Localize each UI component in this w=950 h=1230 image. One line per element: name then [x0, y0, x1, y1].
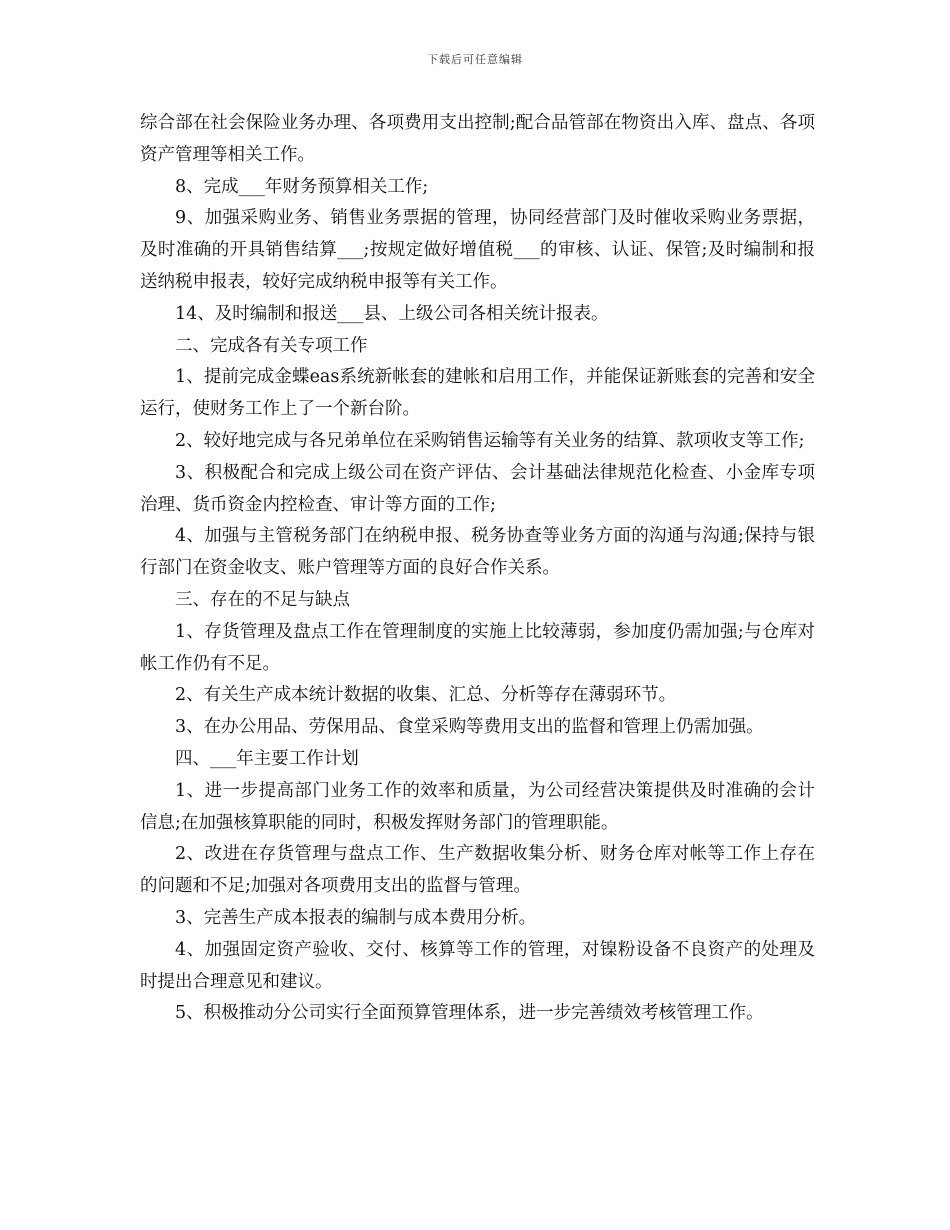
paragraph: 3、在办公用品、劳保用品、食堂采购等费用支出的监督和管理上仍需加强。 — [175, 717, 764, 738]
paragraph: 4、加强固定资产验收、交付、核算等工作的管理，对镍粉设备不良资产的处理及时提出合理意见和建议。 — [140, 939, 815, 992]
paragraph: 综合部在社会保险业务办理、各项费用支出控制;配合品管部在物资出入库、盘点、各项资产管理等相关工作。 — [140, 113, 815, 165]
paragraph: 4、加强与主管税务部门在纳税申报、税务协查等业务方面的沟通与沟通;保持与银行部门在资金收支、账户管理等方面的良好合作关系。 — [140, 526, 815, 579]
section-heading: 三、存在的不足与缺点 — [175, 589, 350, 610]
paragraph: 2、改进在存货管理与盘点工作、生产数据收集分析、财务仓库对帐等工作上存在的问题和不足;加强对各项费用支出的监督与管理。 — [140, 844, 815, 897]
paragraph: 14、及时编制和报送___县、上级公司各相关统计报表。 — [175, 303, 609, 324]
paragraph: 8、完成___年财务预算相关工作; — [175, 176, 429, 197]
paragraph: 1、存货管理及盘点工作在管理制度的实施上比较薄弱，参加度仍需加强;与仓库对帐工作仍有不足。 — [140, 621, 815, 674]
paragraph: 3、积极配合和完成上级公司在资产评估、会计基础法律规范化检查、小金库专项治理、货币资金内控检查、审计等方面的工作; — [140, 462, 815, 515]
paragraph: 2、较好地完成与各兄弟单位在采购销售运输等有关业务的结算、款项收支等工作; — [175, 430, 805, 451]
section-heading: 二、完成各有关专项工作 — [175, 335, 368, 356]
document-body — [140, 108, 815, 1030]
section-heading: 四、___年主要工作计划 — [175, 748, 359, 769]
page-header: 下载后可任意编辑 — [427, 53, 523, 66]
paragraph: 1、提前完成金蝶eas系统新帐套的建帐和启用工作，并能保证新账套的完善和安全运行，使财务工作上了一个新台阶。 — [140, 367, 815, 420]
paragraph: 2、有关生产成本统计数据的收集、汇总、分析等存在薄弱环节。 — [175, 685, 677, 706]
paragraph: 5、积极推动分公司实行全面预算管理体系，进一步完善绩效考核管理工作。 — [175, 1003, 764, 1024]
paragraph: 3、完善生产成本报表的编制与成本费用分析。 — [175, 907, 537, 928]
paragraph: 9、加强采购业务、销售业务票据的管理，协同经营部门及时催收采购业务票据，及时准确的开具销售结算___;按规定做好增值税___的审核、认证、保管;及时编制和报送纳税申报表，较好完成纳税申报等有关工作。 — [140, 208, 815, 292]
paragraph: 1、进一步提高部门业务工作的效率和质量，为公司经营决策提供及时准确的会计信息;在加强核算职能的同时，积极发挥财务部门的管理职能。 — [140, 780, 815, 833]
